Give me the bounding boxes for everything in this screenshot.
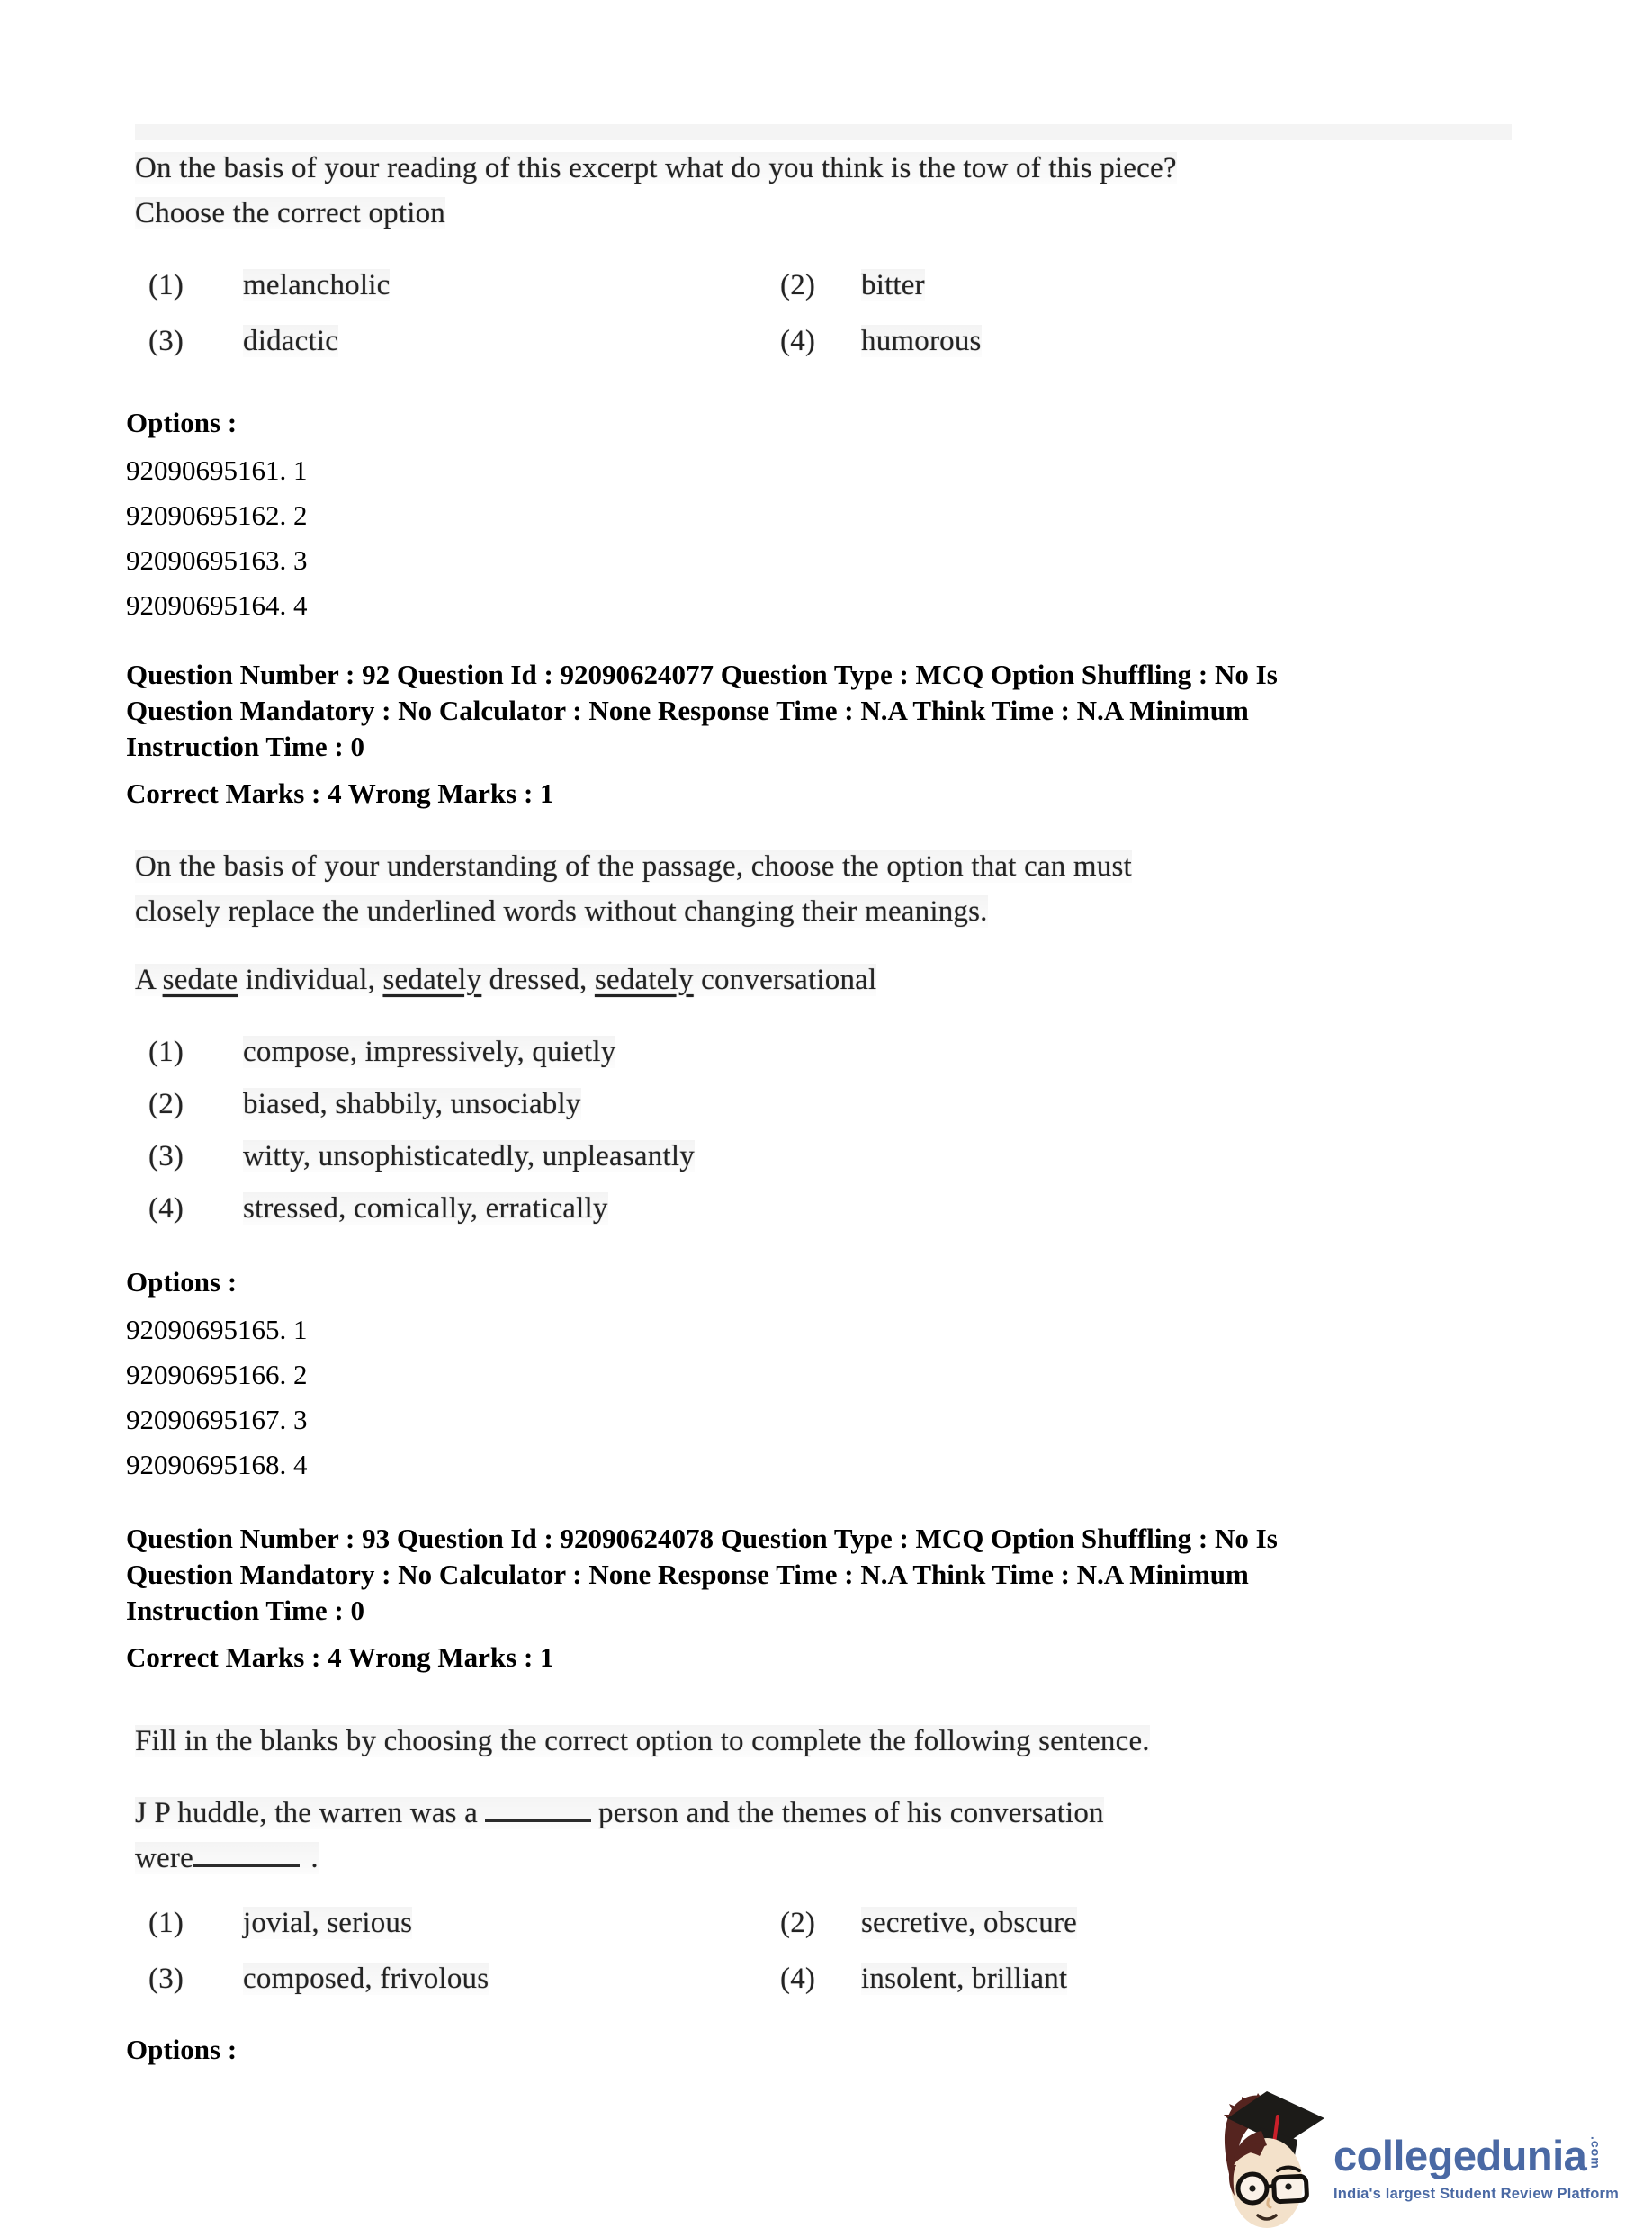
blank-line: [485, 1795, 591, 1822]
choice-row: [148, 1082, 1525, 1127]
collegedunia-mascot-icon: [1215, 2088, 1326, 2228]
meta-line: Question Mandatory : No Calculator : None Response Time : N.A Think Time : N.A Minimum: [126, 695, 1249, 726]
meta-line: Question Mandatory : No Calculator : None Response Time : N.A Think Time : N.A Minimum: [126, 1559, 1249, 1590]
brand-tld: .com: [1588, 2136, 1603, 2170]
choice-label: (4): [148, 1192, 184, 1225]
option-id-list: [126, 448, 308, 628]
choice-text: secretive, obscure: [861, 1907, 1077, 1939]
fill-blank-sentence-line: were .: [135, 1842, 319, 1874]
choice-row: [148, 1134, 1525, 1179]
choice-label: (1): [148, 1907, 184, 1939]
choice-text: stressed, comically, erratically: [243, 1192, 608, 1225]
choice-label: (4): [780, 325, 816, 357]
choice-text: jovial, serious: [243, 1907, 413, 1939]
options-heading: Options :: [126, 1266, 238, 1298]
meta-line: Question Number : 93 Question Id : 92090624078 Question Type : MCQ Option Shuffling : No Is: [126, 1523, 1278, 1554]
choice-text: humorous: [861, 325, 982, 357]
question-92-meta: [126, 657, 1503, 812]
choice-label: (2): [148, 1088, 184, 1120]
underlined-word: sedate: [162, 964, 238, 996]
choice-text: compose, impressively, quietly: [243, 1036, 616, 1068]
choice-label: (1): [148, 1036, 184, 1068]
choice-label: (2): [780, 269, 816, 301]
option-id: 92090695166. 2: [126, 1359, 308, 1390]
logo-text: [1333, 2134, 1619, 2228]
option-id: 92090695161. 1: [126, 454, 308, 486]
option-id: 92090695163. 3: [126, 544, 308, 576]
choice-text: biased, shabbily, unsociably: [243, 1088, 581, 1120]
underlined-word: sedately: [382, 964, 482, 996]
marks-line: Correct Marks : 4 Wrong Marks : 1: [126, 777, 554, 809]
question-stem-line: On the basis of your reading of this excerpt what do you think is the tow of this piece?: [135, 152, 1177, 184]
choice-text: insolent, brilliant: [861, 1963, 1068, 1995]
choices-list: [135, 1029, 1525, 1231]
meta-line: Instruction Time : 0: [126, 731, 364, 762]
options-id-block-3: [126, 2032, 237, 2068]
question-stem-line: On the basis of your understanding of the passage, choose the option that can must: [135, 850, 1132, 883]
option-id: 92090695167. 3: [126, 1404, 308, 1435]
choice-text: melancholic: [243, 269, 391, 301]
choice-text: witty, unsophisticatedly, unpleasantly: [243, 1140, 695, 1172]
choice-label: (3): [148, 1963, 184, 1995]
scan-question-92: [135, 844, 1525, 1238]
option-id-list: [126, 1307, 308, 1487]
meta-line: Question Number : 92 Question Id : 92090624077 Question Type : MCQ Option Shuffling : No Is: [126, 659, 1278, 690]
choices-grid: [135, 1900, 1525, 2001]
choice-label: (3): [148, 325, 184, 357]
options-id-block-1: [126, 405, 308, 628]
scan-question-91: [135, 124, 1525, 364]
scan-question-93: [135, 1719, 1525, 2001]
question-stem-line: Choose the correct option: [135, 197, 445, 229]
option-id: 92090695165. 1: [126, 1314, 308, 1345]
marks-line: Correct Marks : 4 Wrong Marks : 1: [126, 1641, 554, 1673]
option-id: 92090695164. 4: [126, 589, 308, 621]
choices-grid: [135, 263, 1525, 364]
brand-text: collegedunia: [1333, 2132, 1587, 2179]
choice-label: (2): [780, 1907, 816, 1939]
options-heading: Options :: [126, 2034, 238, 2065]
options-id-block-2: [126, 1264, 308, 1487]
scan-artifact-band: [135, 124, 1512, 140]
option-id: 92090695168. 4: [126, 1449, 308, 1480]
choice-text: didactic: [243, 325, 339, 357]
option-id: 92090695162. 2: [126, 499, 308, 531]
underlined-sentence: A sedate individual, sedately dressed, sedately conversational: [135, 964, 877, 996]
choice-row: [148, 1186, 1525, 1231]
choice-text: bitter: [861, 269, 925, 301]
choice-label: (4): [780, 1963, 816, 1995]
collegedunia-logo: [1215, 2088, 1619, 2228]
question-stem-line: closely replace the underlined words without changing their meanings.: [135, 895, 988, 928]
choice-label: (1): [148, 269, 184, 301]
meta-line: Instruction Time : 0: [126, 1595, 364, 1626]
question-93-meta: [126, 1521, 1503, 1675]
underlined-word: sedately: [594, 964, 694, 996]
fill-blank-sentence-line: J P huddle, the warren was a person and the themes of his conversation: [135, 1797, 1104, 1829]
choice-label: (3): [148, 1140, 184, 1172]
options-heading: Options :: [126, 407, 238, 438]
question-stem-line: Fill in the blanks by choosing the correct option to complete the following sentence.: [135, 1725, 1150, 1757]
brand-tagline: India's largest Student Review Platform: [1333, 2186, 1620, 2202]
choice-row: [148, 1029, 1525, 1074]
blank-line: [193, 1840, 300, 1867]
choice-text: composed, frivolous: [243, 1963, 489, 1995]
